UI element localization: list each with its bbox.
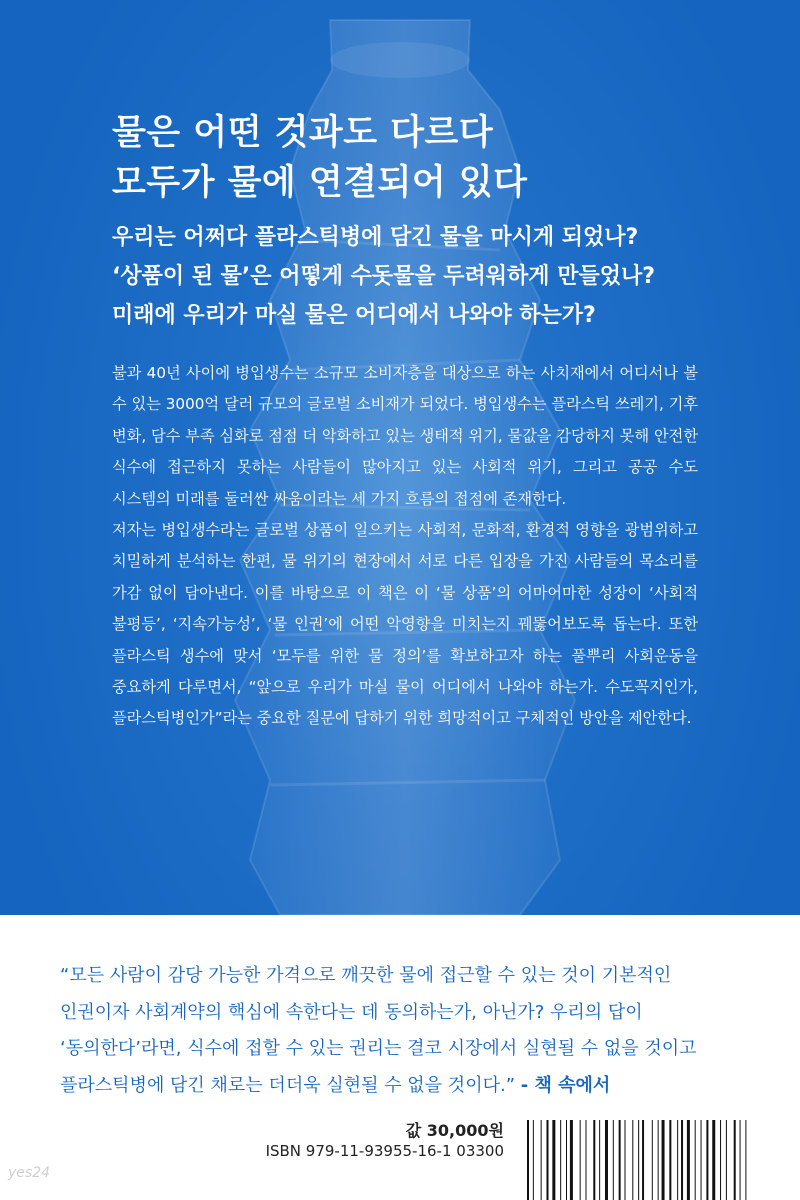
barcode-bar xyxy=(599,1120,600,1200)
book-quote xyxy=(60,958,750,1104)
barcode-bar xyxy=(632,1120,633,1200)
quote-line: ‘동의한다’라면, 식수에 접할 수 있는 권리는 결코 시장에서 실현될 수 없을 것이고 xyxy=(60,1038,697,1059)
barcode-bar xyxy=(605,1120,608,1200)
question-line: 미래에 우리가 마실 물은 어디에서 나와야 하는가? xyxy=(112,303,596,328)
headline-line: 물은 어떤 것과도 다르다 xyxy=(112,113,494,153)
barcode-bar xyxy=(701,1120,702,1200)
barcode-bar xyxy=(625,1120,626,1200)
barcode-bar xyxy=(745,1120,746,1200)
barcode-bar xyxy=(720,1120,721,1200)
barcode-bar xyxy=(527,1120,529,1200)
quote-line-text: 플라스틱병에 담긴 채로는 더더욱 실현될 수 없을 것이다.” xyxy=(60,1074,516,1096)
barcode-bar xyxy=(687,1120,690,1200)
barcode-bar xyxy=(642,1120,644,1200)
barcode-bar xyxy=(580,1120,581,1200)
headline-line: 모두가 물에 연결되어 있다 xyxy=(112,163,528,203)
questions xyxy=(112,218,655,335)
quote-line: 인권이자 사회계약의 핵심에 속한다는 데 동의하는가, 아닌가? 우리의 답이 xyxy=(60,1001,643,1023)
barcode-bar xyxy=(658,1120,659,1200)
barcode-bar xyxy=(570,1120,573,1200)
description-paragraph: 저자는 병입생수라는 글로벌 상품이 일으키는 사회적, 문화적, 환경적 영향을 광범위하고 치밀하게 분석하는 한편, 물 위기의 현장에서 서로 다른 입장을 가진 사람들의 목소리를 가감 없이 담아낸다. 이를 바탕으로 이 책은 이 ‘물 상품’의 어마어마한 성장이 ‘사회적 불평등’, ‘지속가능성’, ‘물 인권’에 어떤 악영향을 미치는지 꿰뚫어보도록 돕는다. 또한 플라스틱 생수에 맞서 ‘모두를 위한 물 정의’를 확보하고자 하는 풀뿌리 사회운동을 중요하게 다루면서, “앞으로 우리가 마실 물이 어디에서 나와야 하는가. 수도꼭지인가, 플라스틱병인가”라는 중요한 질문에 답하기 위한 희망적이고 구체적인 방안을 제안한다. xyxy=(112,521,698,728)
barcode-bar xyxy=(613,1120,614,1200)
price-label: 값 30,000원 xyxy=(405,1121,504,1140)
barcode-bar xyxy=(734,1120,736,1200)
quote-line: “모든 사람이 감당 가능한 가격으로 깨끗한 물에 접근할 수 있는 것이 기본적인 xyxy=(60,965,672,986)
description-paragraph: 불과 40년 사이에 병입생수는 소규모 소비자층을 대상으로 하는 사치재에서 어디서나 볼 수 있는 3000억 달러 규모의 글로벌 소비재가 되었다. 병입생수는 플라스틱 쓰레기, 기후 변화, 담수 부족 심화로 점점 더 악화하고 있는 생태적 위기, 물값을 감당하지 못해 안전한 식수에 접근하지 못하는 사람들이 많아지고 있는 사회적 위기, 그리고 공공 수도 시스템의 미래를 둘러싼 싸움이라는 세 가지 흐름의 접점에 존재한다. xyxy=(112,364,698,508)
barcode-bar xyxy=(740,1120,741,1200)
quote-source: - 책 속에서 xyxy=(520,1074,611,1096)
barcode-bar xyxy=(695,1120,696,1200)
barcode-bar xyxy=(638,1120,639,1200)
headline xyxy=(112,108,527,208)
quote-line xyxy=(60,1068,750,1105)
barcode-bar xyxy=(547,1120,549,1200)
barcode-bar xyxy=(706,1120,708,1200)
barcode-bar xyxy=(662,1120,665,1200)
question-line: 우리는 어쩌다 플라스틱병에 담긴 물을 마시게 되었나? xyxy=(112,225,639,250)
watermark-logo: yes24 xyxy=(8,1165,51,1181)
barcode-bar xyxy=(593,1120,595,1200)
barcode-bar xyxy=(566,1120,567,1200)
isbn-label: ISBN 979-11-93955-16-1 03300 xyxy=(265,1142,504,1160)
barcode-bar xyxy=(669,1120,671,1200)
barcode-bar xyxy=(533,1120,534,1200)
isbn-barcode xyxy=(527,1120,795,1200)
barcode-bar xyxy=(726,1120,727,1200)
barcode-bar xyxy=(677,1120,678,1200)
barcode-bar xyxy=(681,1120,683,1200)
question-line: ‘상품이 된 물’은 어떻게 수돗물을 두려워하게 만들었나? xyxy=(112,264,655,289)
barcode-bar xyxy=(586,1120,587,1200)
barcode-bar xyxy=(560,1120,561,1200)
barcode-bar xyxy=(619,1120,621,1200)
book-description xyxy=(112,358,698,735)
barcode-bar xyxy=(712,1120,715,1200)
barcode-bar xyxy=(541,1120,542,1200)
barcode-bar xyxy=(552,1120,555,1200)
barcode-bar xyxy=(652,1120,653,1200)
